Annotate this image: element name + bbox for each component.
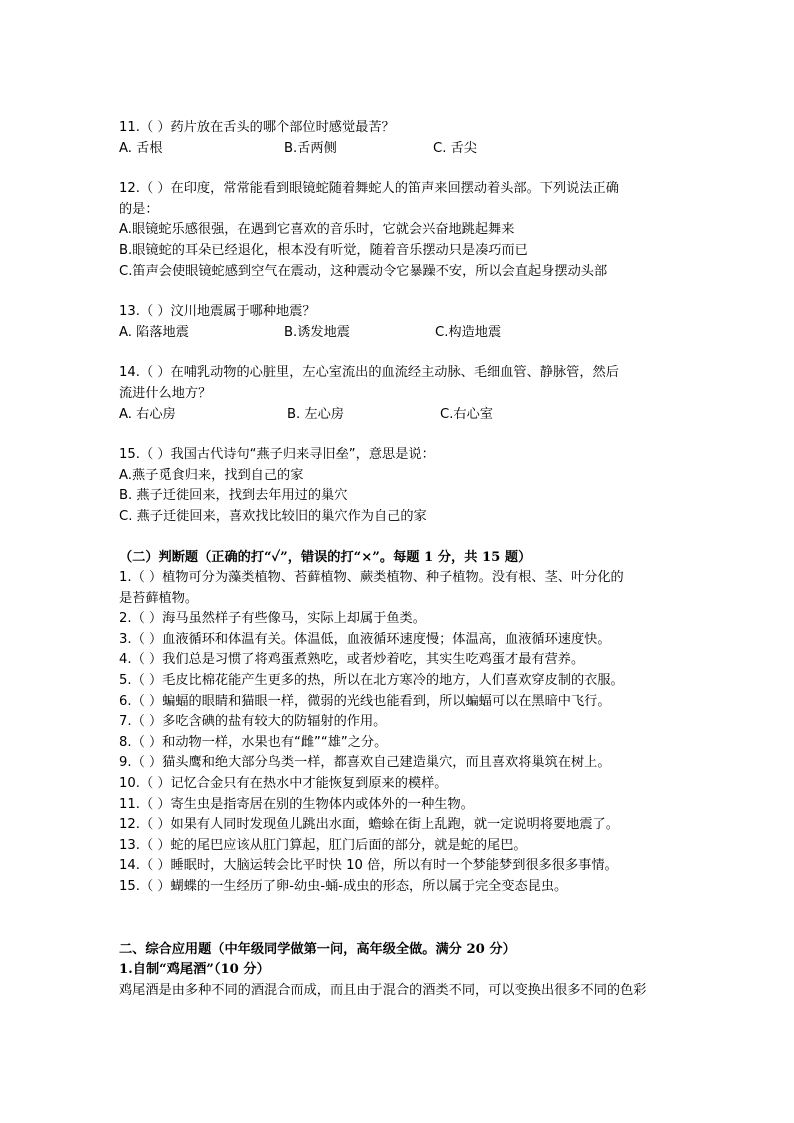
exam-page <box>119 118 684 1001</box>
part2-heading: 二、综合应用题（中年级同学做第一问，高年级全做。满分 20 分） <box>119 941 516 957</box>
question-14-stem-line-1: 14.（ ）在哺乳动物的心脏里，左心室流出的血流经主动脉、毛细血管、静脉管，然后 <box>119 365 619 381</box>
question-12-option-a: A.眼镜蛇乐感很强，在遇到它喜欢的音乐时，它就会兴奋地跳起舞来 <box>119 222 515 238</box>
option-c: C. 舌尖 <box>433 140 477 156</box>
question-12-option-c: C.笛声会使眼镜蛇感到空气在震动，这种震动令它暴躁不安，所以会直起身摆动头部 <box>119 263 608 279</box>
question-15-option-a: A.燕子觅食归来，找到自己的家 <box>119 467 304 483</box>
option-b: B. 左心房 <box>287 406 344 422</box>
tf-item-3: 3.（ ）血液循环和体温有关。体温低，血液循环速度慢；体温高，血液循环速度快。 <box>119 631 611 647</box>
option-b: B.舌两侧 <box>284 140 337 156</box>
tf-item-1: 1.（ ）植物可分为藻类植物、苔藓植物、蕨类植物、种子植物。没有根、茎、叶分化的 <box>119 570 624 586</box>
question-12-stem-line-2: 的是： <box>119 201 159 217</box>
question-12-option-b: B.眼镜蛇的耳朵已经退化，根本没有听觉，随着音乐摆动只是凑巧而已 <box>119 242 528 258</box>
tf-item-6: 6.（ ）蝙蝠的眼睛和猫眼一样，微弱的光线也能看到，所以蝙蝠可以在黑暗中飞行。 <box>119 693 611 709</box>
question-11-options <box>119 139 684 160</box>
tf-item-9: 9.（ ）猫头鹰和绝大部分鸟类一样，都喜欢自己建造巢穴，而且喜欢将巢筑在树上。 <box>119 755 611 771</box>
part2-subheading: 1.自制“鸡尾酒”（10 分） <box>119 962 270 978</box>
option-a: A. 陷落地震 <box>119 324 189 340</box>
true-false-heading: （二）判断题（正确的打“✓”，错误的打“×”。每题 1 分，共 15 题） <box>119 549 532 565</box>
question-15-option-c: C. 燕子迁徙回来，喜欢找比较旧的巢穴作为自己的家 <box>119 508 427 524</box>
option-c: C.右心室 <box>440 406 493 422</box>
option-b: B.诱发地震 <box>284 324 350 340</box>
option-a: A. 舌根 <box>119 140 163 156</box>
part2-paragraph: 鸡尾酒是由多种不同的酒混合而成，而且由于混合的酒类不同，可以变换出很多不同的色彩 <box>119 982 647 998</box>
tf-item-13: 13.（ ）蛇的尾巴应该从肛门算起，肛门后面的部分，就是蛇的尾巴。 <box>119 837 527 853</box>
question-14-stem-line-2: 流进什么地方？ <box>119 385 212 401</box>
tf-item-11: 11.（ ）寄生虫是指寄居在别的生物体内或体外的一种生物。 <box>119 796 474 812</box>
tf-item-4: 4.（ ）我们总是习惯了将鸡蛋煮熟吃，或者炒着吃，其实生吃鸡蛋才最有营养。 <box>119 652 585 668</box>
question-12-stem-line-1: 12.（ ）在印度，常常能看到眼镜蛇随着舞蛇人的笛声来回摆动着头部。下列说法正确 <box>119 181 619 197</box>
tf-item-14: 14.（ ）睡眠时，大脑运转会比平时快 10 倍，所以有时一个梦能梦到很多很多事情。 <box>119 858 618 874</box>
tf-item-1-continued: 是苔藓植物。 <box>119 590 199 606</box>
question-11-stem: 11.（ ）药片放在舌头的哪个部位时感觉最苦？ <box>119 120 395 135</box>
tf-item-12: 12.（ ）如果有人同时发现鱼儿跳出水面，蟾蜍在街上乱跑，就一定说明将要地震了。 <box>119 817 619 833</box>
tf-item-7: 7.（ ）多吃含碘的盐有较大的防辐射的作用。 <box>119 714 387 730</box>
question-14-options <box>119 405 684 426</box>
tf-item-2: 2.（ ）海马虽然样子有些像马，实际上却属于鱼类。 <box>119 611 426 627</box>
tf-item-8: 8.（ ）和动物一样，水果也有“雌”“雄”之分。 <box>119 734 388 750</box>
option-a: A. 右心房 <box>119 406 176 422</box>
question-15-option-b: B. 燕子迁徙回来，找到去年用过的巢穴 <box>119 488 348 504</box>
tf-item-10: 10.（ ）记忆合金只有在热水中才能恢复到原来的模样。 <box>119 776 448 792</box>
question-15-stem: 15.（ ）我国古代诗句“燕子归来寻旧垒”，意思是说： <box>119 447 435 463</box>
question-13-stem: 13.（ ）汶川地震属于哪种地震？ <box>119 304 316 320</box>
question-13-options <box>119 323 684 344</box>
option-c: C.构造地震 <box>435 324 502 340</box>
tf-item-15: 15.（ ）蝴蝶的一生经历了卵-幼虫-蛹-成虫的形态，所以属于完全变态昆虫。 <box>119 879 568 894</box>
tf-item-5: 5.（ ）毛皮比棉花能产生更多的热，所以在北方寒冷的地方，人们喜欢穿皮制的衣服。 <box>119 673 624 689</box>
